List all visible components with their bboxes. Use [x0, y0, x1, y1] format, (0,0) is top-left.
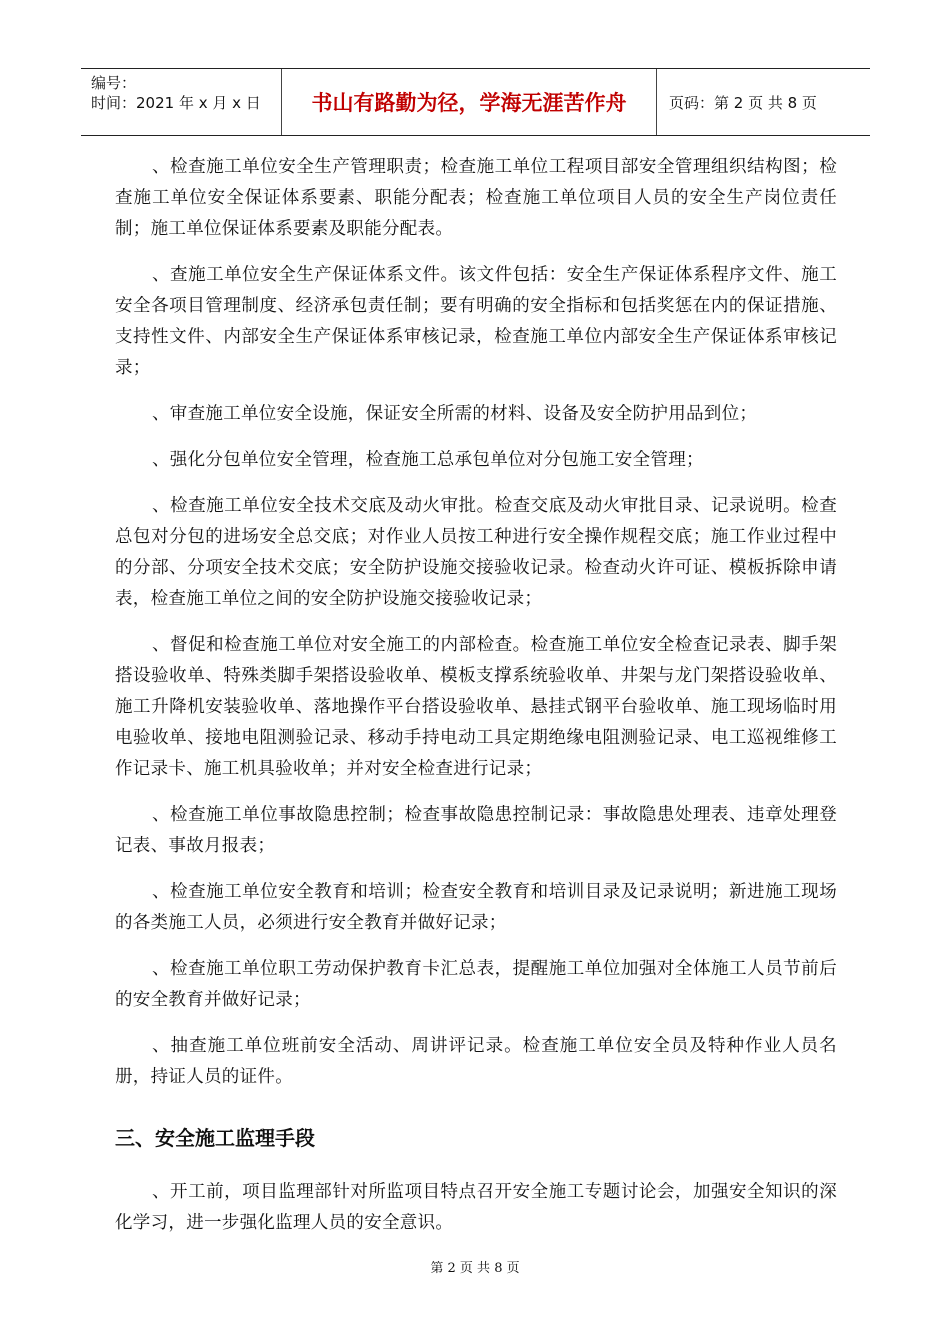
body-paragraph: 、检查施工单位职工劳动保护教育卡汇总表，提醒施工单位加强对全体施工人员节前后的安全教育并做好记录；: [115, 959, 837, 1010]
body-paragraph: 、强化分包单位安全管理，检查施工总承包单位对分包施工安全管理；: [152, 450, 704, 470]
header-meta-cell: [81, 69, 282, 135]
section-heading: 三、安全施工监理手段: [115, 1126, 315, 1150]
body-paragraph: 、审查施工单位安全设施，保证安全所需的材料、设备及安全防护用品到位；: [152, 404, 758, 424]
body-paragraph: 、查施工单位安全生产保证体系文件。该文件包括：安全生产保证体系程序文件、施工安全各项目管理制度、经济承包责任制；要有明确的安全指标和包括奖惩在内的保证措施、支持性文件、内部安全生产保证体系审核记录，检查施工单位内部安全生产保证体系审核记录；: [115, 265, 837, 378]
page-header: [81, 68, 870, 136]
header-motto: 书山有路勤为径，学海无涯苦作舟: [282, 69, 657, 135]
section-paragraph: 、开工前，项目监理部针对所监项目特点召开安全施工专题讨论会，加强安全知识的深化学习，进一步强化监理人员的安全意识。: [115, 1182, 837, 1233]
document-date-label: 时间：2021 年 x 月 x 日: [91, 94, 261, 112]
page-footer: 第 2 页 共 8 页: [430, 1261, 520, 1276]
document-number-label: 编号：: [91, 74, 137, 92]
body-paragraph: 、检查施工单位安全生产管理职责；检查施工单位工程项目部安全管理组织结构图；检查施工单位安全保证体系要素、职能分配表；检查施工单位项目人员的安全生产岗位责任制；施工单位保证体系要素及职能分配表。: [115, 157, 837, 239]
body-paragraph: 、检查施工单位安全技术交底及动火审批。检查交底及动火审批目录、记录说明。检查总包对分包的进场安全总交底；对作业人员按工种进行安全操作规程交底；施工作业过程中的分部、分项安全技术交底；安全防护设施交接验收记录。检查动火许可证、模板拆除申请表，检查施工单位之间的安全防护设施交接验收记录；: [115, 496, 837, 609]
header-page-number: 页码：第 2 页 共 8 页: [669, 93, 817, 112]
body-paragraph: 、检查施工单位事故隐患控制；检查事故隐患控制记录：事故隐患处理表、违章处理登记表、事故月报表；: [115, 805, 837, 856]
body-paragraph: 、督促和检查施工单位对安全施工的内部检查。检查施工单位安全检查记录表、脚手架搭设验收单、特殊类脚手架搭设验收单、模板支撑系统验收单、井架与龙门架搭设验收单、施工升降机安装验收单、落地操作平台搭设验收单、悬挂式钢平台验收单、施工现场临时用电验收单、接地电阻测验记录、移动手持电动工具定期绝缘电阻测验记录、电工巡视维修工作记录卡、施工机具验收单；并对安全检查进行记录；: [115, 635, 837, 779]
document-body: [115, 152, 837, 1254]
body-paragraph: 、检查施工单位安全教育和培训；检查安全教育和培训目录及记录说明；新进施工现场的各类施工人员，必须进行安全教育并做好记录；: [115, 882, 837, 933]
body-paragraph: 、抽查施工单位班前安全活动、周讲评记录。检查施工单位安全员及特种作业人员名册，持证人员的证件。: [115, 1036, 837, 1087]
